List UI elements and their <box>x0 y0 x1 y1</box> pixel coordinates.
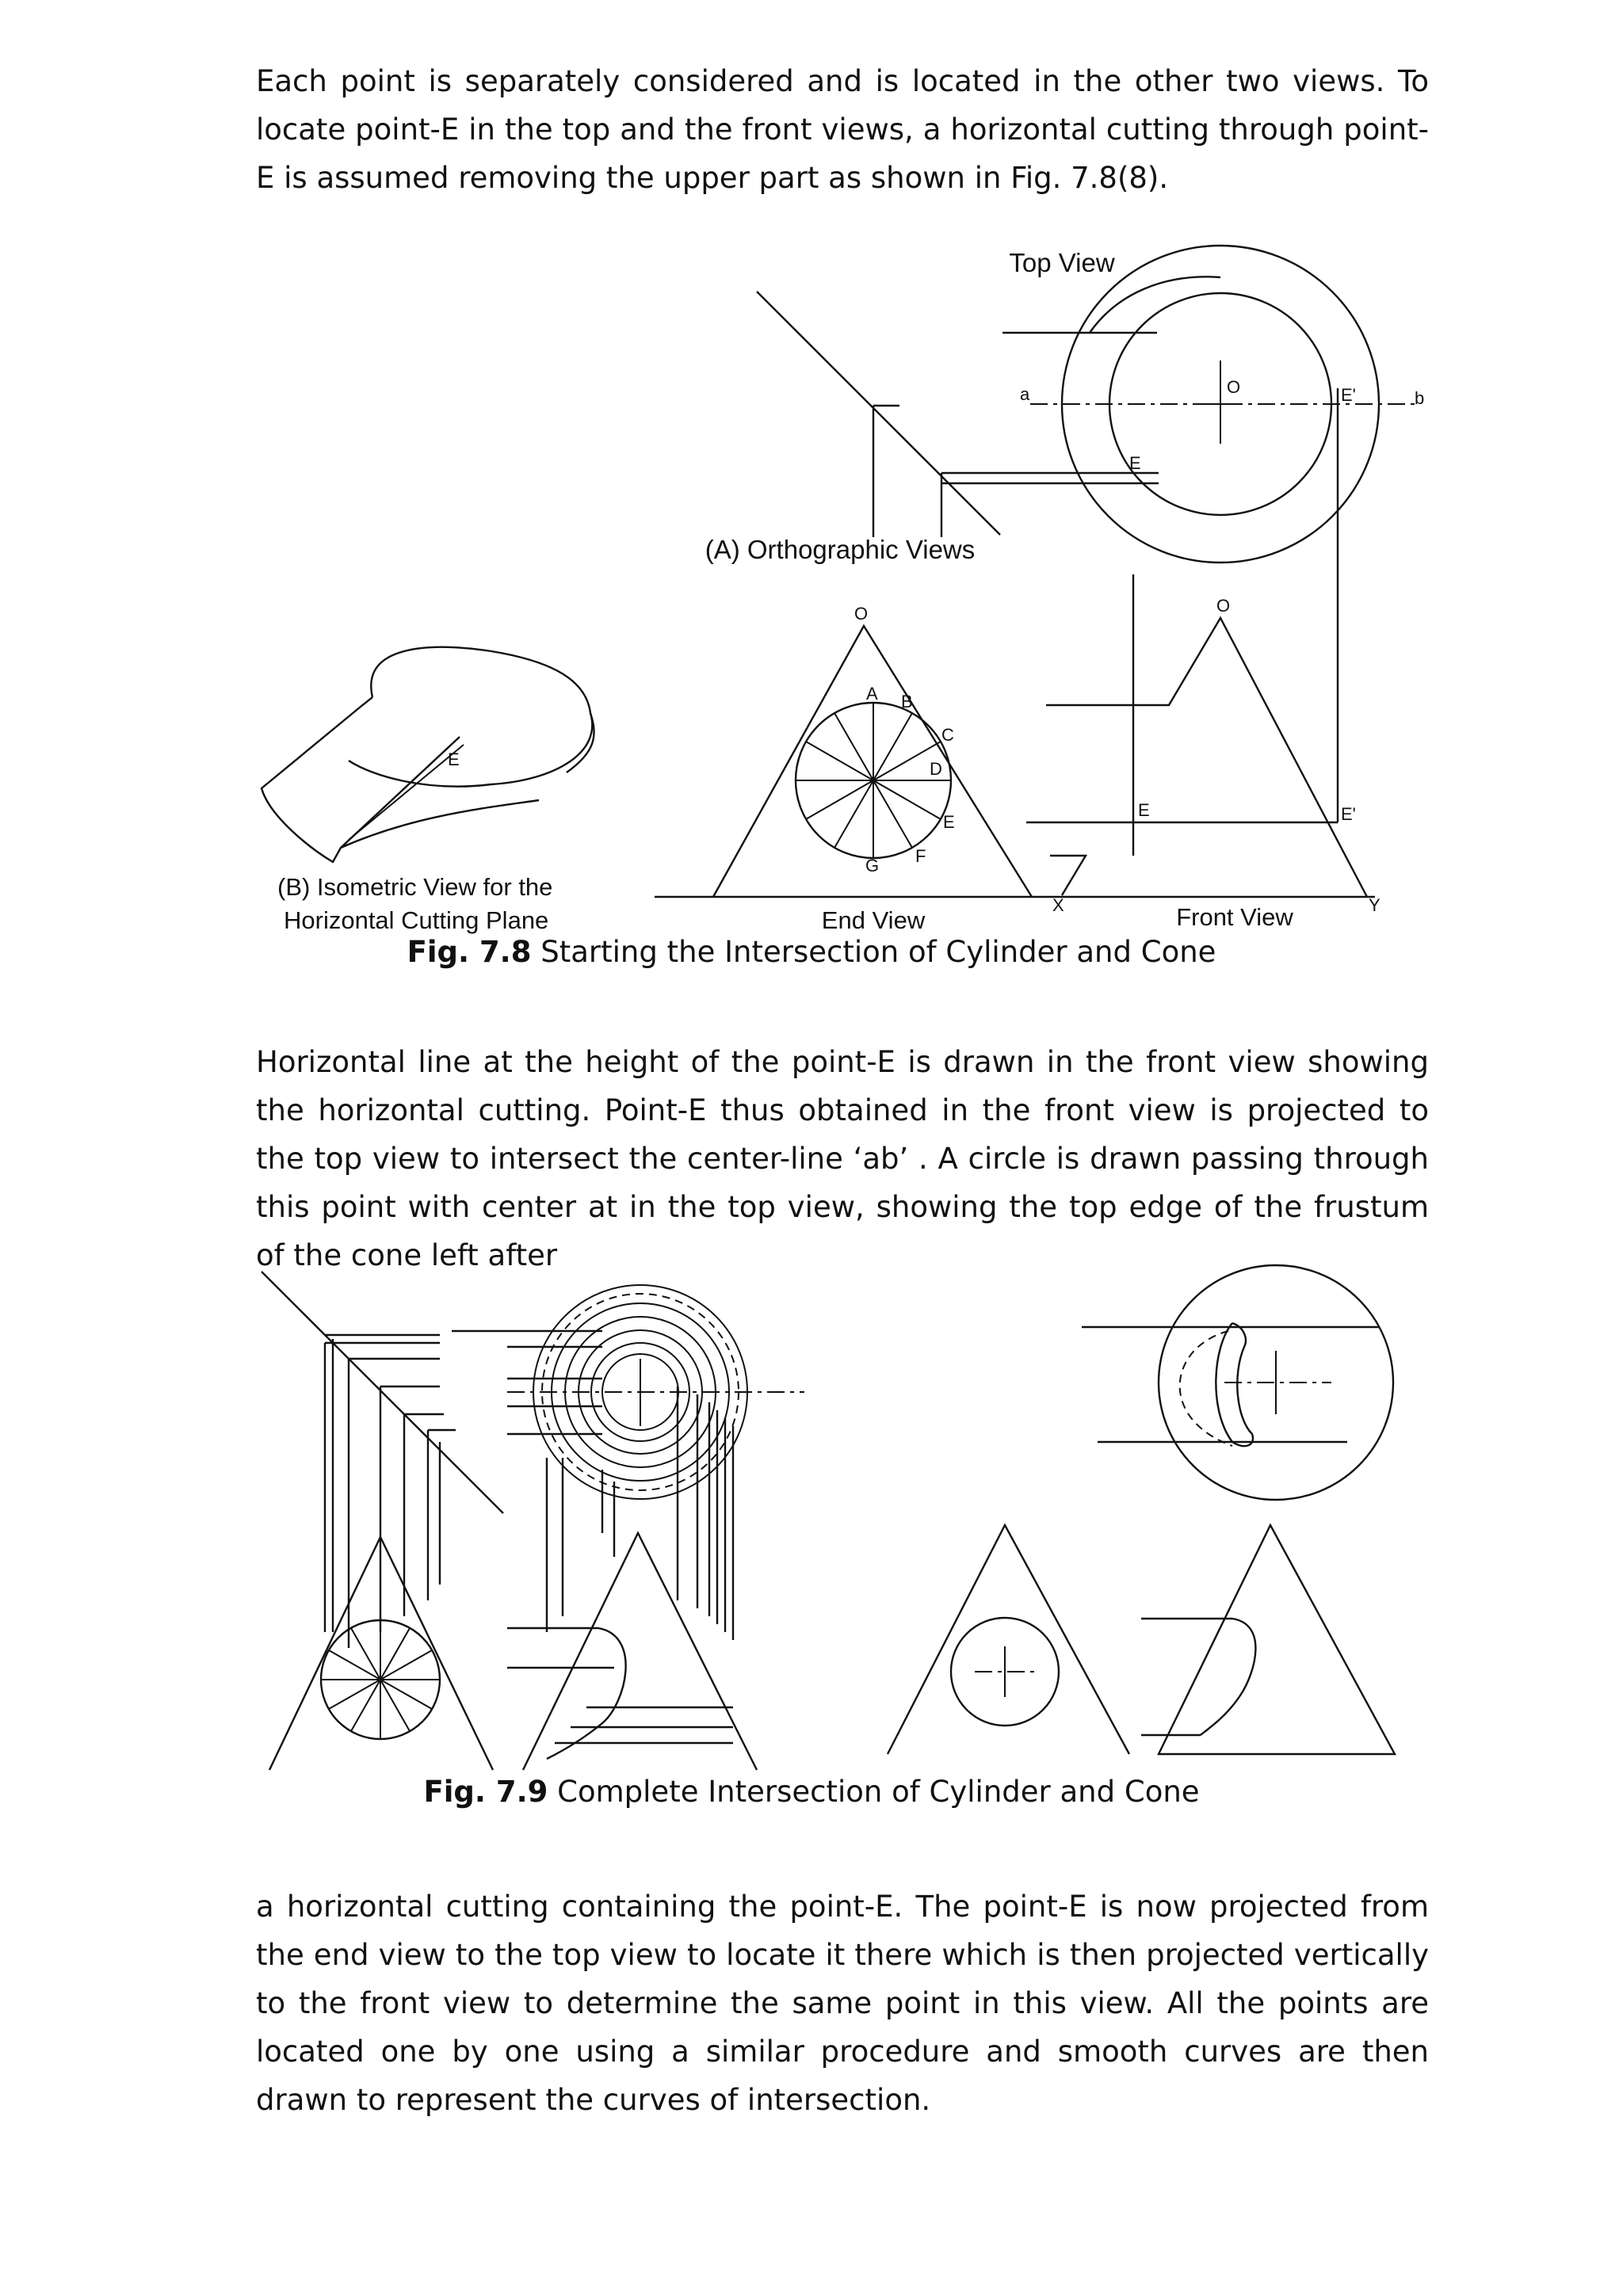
point-E-prime-top: E' <box>1341 385 1356 405</box>
right-top-intersection-curve <box>1216 1323 1253 1446</box>
end-view-label: End View <box>821 906 926 934</box>
point-B: B <box>901 692 913 711</box>
iso-cutting-curve <box>341 800 539 848</box>
front-view-cone <box>1046 618 1367 897</box>
miter-line <box>757 292 1000 535</box>
paragraph-1: Each point is separately considered and is located in the other two views. To locate point-E in the top and the front views, a horizontal cutting through point-E is assumed removing the upper part as shown in Fig. 7.8(8). <box>256 64 1429 195</box>
iso-label-2: Horizontal Cutting Plane <box>284 906 549 934</box>
point-a: a <box>1020 384 1030 404</box>
iso-cutting-line <box>349 745 464 840</box>
point-O-front: O <box>1216 596 1231 616</box>
iso-label-1: (B) Isometric View for the <box>277 873 553 901</box>
figure-7-8-caption-text: Starting the Intersection of Cylinder and Cone <box>540 935 1216 969</box>
point-G: G <box>865 856 880 875</box>
right-front-intersection-curve <box>1201 1619 1255 1735</box>
point-Y: Y <box>1369 895 1381 915</box>
right-end-cone-79 <box>888 1525 1129 1754</box>
point-E-front: E <box>1138 800 1150 820</box>
point-O-top: O <box>1227 377 1241 397</box>
point-X: X <box>1052 895 1064 915</box>
point-F: F <box>915 846 926 866</box>
point-b: b <box>1415 388 1425 408</box>
figure-7-9 <box>0 1260 1623 1775</box>
end-view-hook <box>1050 856 1086 895</box>
paragraph-2: Horizontal line at the height of the point-E is drawn in the front view showing the horizontal cutting. Point-E thus obtained in the front view is projected to the top view to intersect the center-line ‘ab’ . A circle is drawn passing through this point with center at in the top view, showing the top edge of the frustum of the cone left after <box>256 1045 1429 1272</box>
point-A: A <box>866 684 878 704</box>
figure-7-9-caption-label: Fig. 7.9 <box>423 1775 548 1809</box>
top-view-label: Top View <box>1009 248 1115 277</box>
point-D: D <box>930 759 942 779</box>
miter-line-79 <box>262 1272 503 1513</box>
front-view-cone-79 <box>523 1533 757 1770</box>
top-view-arc <box>1090 277 1220 333</box>
point-E-end: E <box>943 812 955 832</box>
point-E-prime-front: E' <box>1341 804 1356 824</box>
figure-7-8 <box>0 238 1623 990</box>
right-front-cone-79 <box>1159 1525 1395 1754</box>
ortho-views-label: (A) Orthographic Views <box>705 535 976 564</box>
point-E-top: E <box>1129 453 1141 473</box>
front-intersection-curve-79 <box>547 1628 626 1759</box>
figure-7-8-caption-label: Fig. 7.8 <box>407 935 532 969</box>
point-C: C <box>941 725 954 745</box>
front-horizontal-lines-79 <box>507 1628 733 1743</box>
iso-top-ellipse <box>349 647 592 787</box>
paragraph-3: a horizontal cutting containing the point-E. The point-E is now projected from the end view to the top view to locate it there which is then projected vertically to the front view to determine the same point in this view. All the points are located one by one using a similar procedure and smooth curves are then drawn to represent the curves of intersection. <box>256 1890 1429 2117</box>
point-O-end: O <box>854 604 869 624</box>
front-view-label: Front View <box>1176 903 1293 931</box>
figure-7-9-caption-text: Complete Intersection of Cylinder and Cone <box>557 1775 1200 1809</box>
point-E-iso: E <box>448 749 460 769</box>
projection-lines-79 <box>325 1335 456 1648</box>
figure-7-8-caption <box>0 935 1623 969</box>
iso-cylinder-body <box>262 697 460 862</box>
iso-ellipse-side <box>567 713 594 772</box>
figure-7-9-caption <box>0 1775 1623 1809</box>
